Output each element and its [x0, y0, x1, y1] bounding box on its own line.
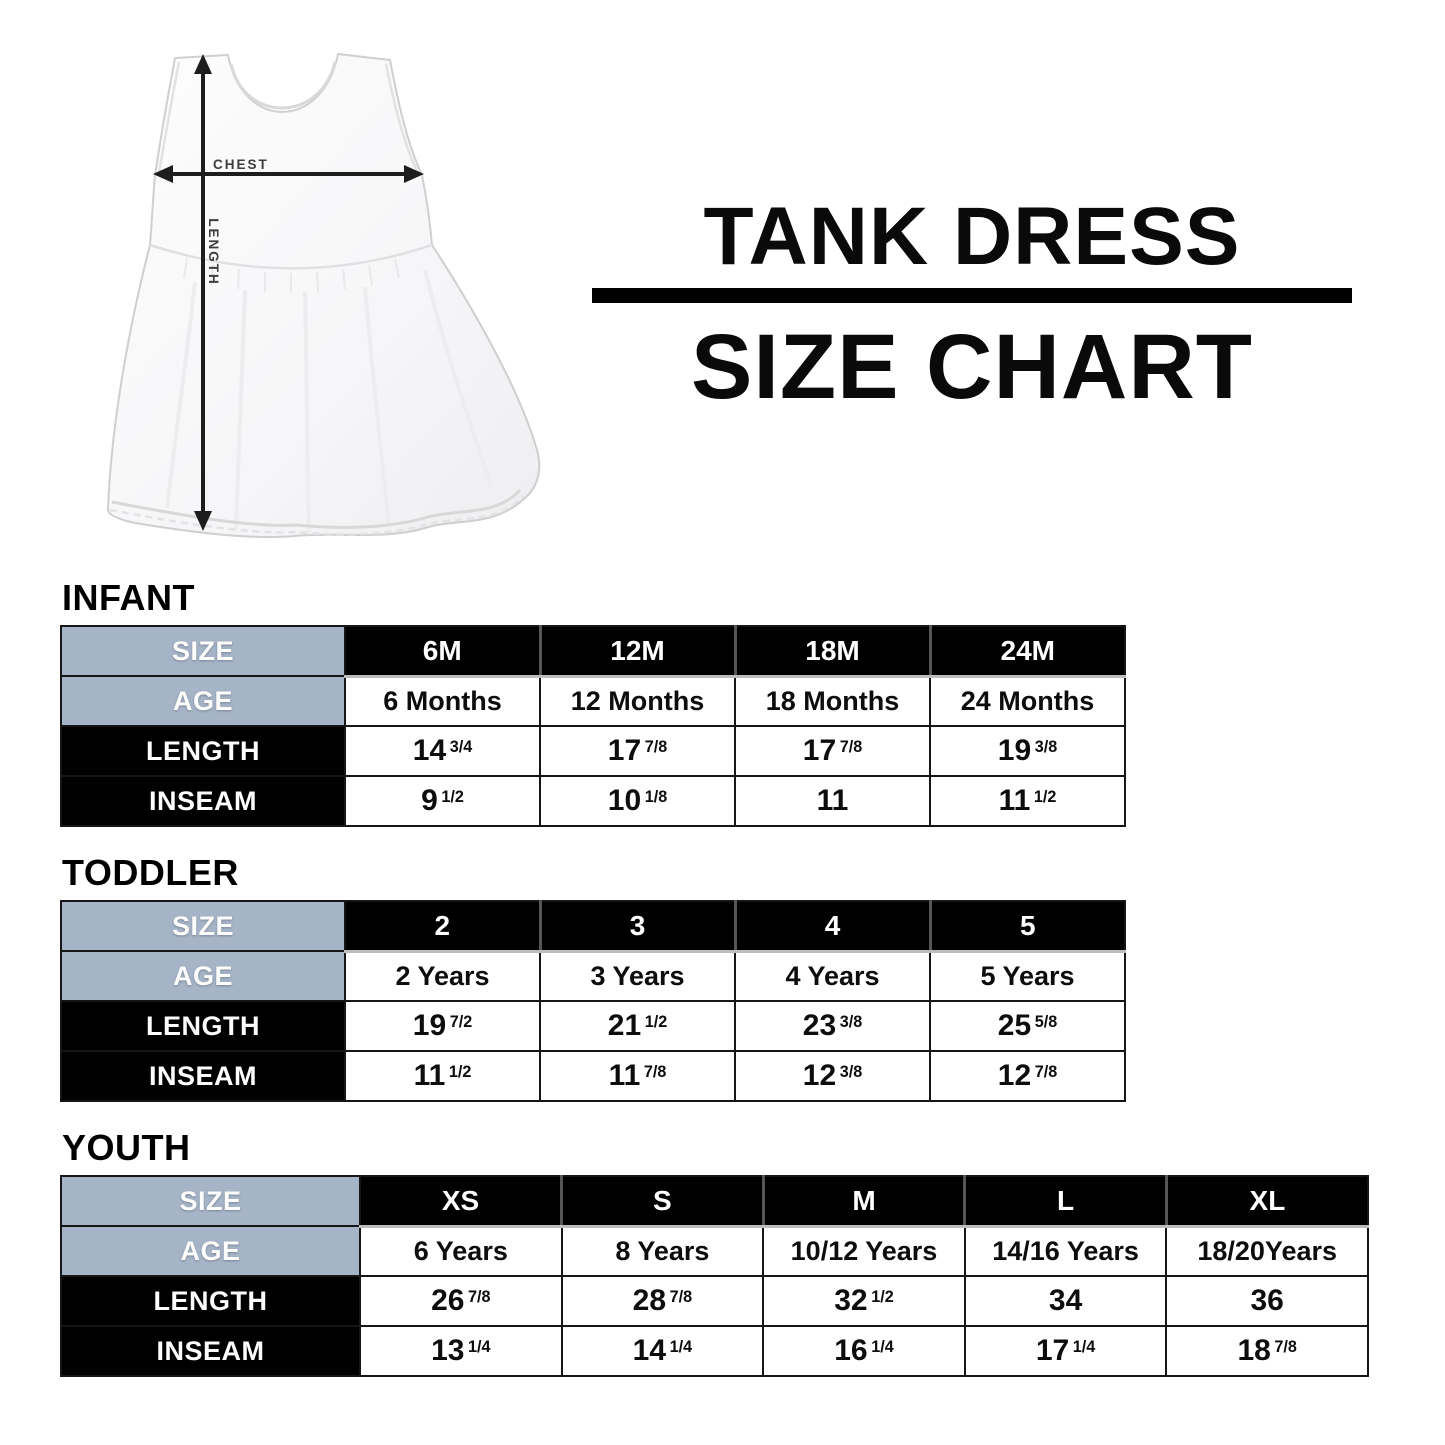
infant-heading: INFANT [62, 577, 195, 618]
measure-fraction: 1/4 [669, 1337, 693, 1356]
measure-fraction: 7/2 [449, 1012, 473, 1031]
age-value-cell: 18 Months [735, 676, 930, 726]
length-value-cell [763, 1276, 965, 1326]
inseam-value-cell [540, 1051, 735, 1101]
age-row [61, 951, 1125, 1001]
length-value-cell [562, 1276, 764, 1326]
measure-fraction: 3/8 [839, 1012, 863, 1031]
youth-heading: YOUTH [62, 1127, 191, 1168]
dress-measurement-figure [95, 40, 550, 545]
measure-number: 12 [997, 1059, 1032, 1092]
inseam-value-cell [930, 776, 1125, 826]
measure-number: 19 [997, 734, 1032, 767]
age-value-cell: 14/16 Years [965, 1226, 1167, 1276]
size-value-cell: 12M [540, 626, 735, 676]
age-value-cell: 6 Years [360, 1226, 562, 1276]
measure-number: 17 [1035, 1334, 1070, 1367]
size-value-cell: S [562, 1176, 764, 1226]
row-label-inseam: INSEAM [61, 776, 345, 826]
infant-size-table [60, 625, 1126, 827]
size-row [61, 1176, 1368, 1226]
measure-number: 11 [998, 784, 1031, 817]
section-infant [60, 577, 1126, 827]
measure-fraction: 1/2 [441, 787, 464, 806]
measure-number: 25 [997, 1009, 1032, 1042]
youth-size-table [60, 1175, 1369, 1377]
measure-fraction: 7/8 [669, 1287, 693, 1306]
measure-fraction: 1/2 [871, 1287, 894, 1306]
length-label: LENGTH [206, 218, 221, 286]
measure-fraction: 1/8 [644, 787, 668, 806]
measure-fraction: 5/8 [1034, 1012, 1058, 1031]
inseam-value-cell [345, 776, 540, 826]
measure-fraction: 7/8 [1034, 1062, 1058, 1081]
measure-fraction: 7/8 [1274, 1337, 1297, 1356]
length-value-cell [965, 1276, 1167, 1326]
measure-number: 13 [431, 1334, 465, 1367]
row-label-inseam: INSEAM [61, 1051, 345, 1101]
length-row [61, 1276, 1368, 1326]
measure-number: 19 [412, 1009, 447, 1042]
inseam-value-cell [562, 1326, 764, 1376]
title-block [592, 191, 1352, 418]
row-label-size: SIZE [61, 1176, 360, 1226]
size-value-cell: 24M [930, 626, 1125, 676]
age-value-cell: 2 Years [345, 951, 540, 1001]
measure-number: 11 [816, 784, 849, 817]
measure-fraction: 1/2 [644, 1012, 668, 1031]
age-value-cell: 10/12 Years [763, 1226, 965, 1276]
measure-number: 14 [632, 1334, 667, 1367]
size-value-cell: 4 [735, 901, 930, 951]
measure-number: 36 [1250, 1284, 1284, 1317]
row-label-length: LENGTH [61, 1001, 345, 1051]
row-label-age: AGE [61, 676, 345, 726]
inseam-row [61, 1051, 1125, 1101]
measure-number: 12 [802, 1059, 837, 1092]
measure-fraction: 1/4 [468, 1337, 491, 1356]
measure-number: 9 [421, 784, 438, 817]
size-row [61, 901, 1125, 951]
length-value-cell [345, 1001, 540, 1051]
length-value-cell [345, 726, 540, 776]
measure-number: 11 [608, 1059, 641, 1092]
length-row [61, 1001, 1125, 1051]
size-value-cell: XS [360, 1176, 562, 1226]
length-value-cell [930, 1001, 1125, 1051]
page-subtitle: SIZE CHART [691, 316, 1253, 418]
length-value-cell [735, 726, 930, 776]
row-label-length: LENGTH [61, 726, 345, 776]
size-value-cell: XL [1166, 1176, 1368, 1226]
measure-fraction: 7/8 [468, 1287, 491, 1306]
measure-fraction: 7/8 [644, 737, 668, 756]
toddler-heading: TODDLER [62, 852, 239, 893]
measure-fraction: 7/8 [839, 737, 863, 756]
length-row [61, 726, 1125, 776]
tank-dress-illustration [95, 40, 550, 545]
measure-number: 28 [632, 1284, 667, 1317]
measure-number: 32 [834, 1284, 868, 1317]
size-value-cell: 5 [930, 901, 1125, 951]
inseam-value-cell [930, 1051, 1125, 1101]
age-row [61, 1226, 1368, 1276]
length-value-cell [735, 1001, 930, 1051]
length-value-cell [930, 726, 1125, 776]
size-value-cell: M [763, 1176, 965, 1226]
size-value-cell: 6M [345, 626, 540, 676]
size-value-cell: 18M [735, 626, 930, 676]
measure-fraction: 7/8 [643, 1062, 667, 1081]
measure-fraction: 1/2 [448, 1062, 472, 1081]
age-value-cell: 8 Years [562, 1226, 764, 1276]
age-value-cell: 12 Months [540, 676, 735, 726]
size-value-cell: L [965, 1176, 1167, 1226]
age-value-cell: 6 Months [345, 676, 540, 726]
inseam-value-cell [360, 1326, 562, 1376]
measure-number: 34 [1048, 1284, 1083, 1317]
measure-number: 16 [834, 1334, 868, 1367]
length-value-cell [1166, 1276, 1368, 1326]
measure-fraction: 3/8 [839, 1062, 863, 1081]
measure-fraction: 3/8 [1034, 737, 1058, 756]
inseam-value-cell [540, 776, 735, 826]
measure-number: 23 [802, 1009, 837, 1042]
age-value-cell: 18/20Years [1166, 1226, 1368, 1276]
row-label-size: SIZE [61, 626, 345, 676]
row-label-age: AGE [61, 951, 345, 1001]
product-title: TANK DRESS [703, 191, 1241, 282]
measure-number: 21 [607, 1009, 642, 1042]
length-value-cell [360, 1276, 562, 1326]
age-value-cell: 3 Years [540, 951, 735, 1001]
size-value-cell: 3 [540, 901, 735, 951]
section-toddler [60, 852, 1126, 1102]
measure-fraction: 1/4 [871, 1337, 894, 1356]
inseam-value-cell [763, 1326, 965, 1376]
row-label-length: LENGTH [61, 1276, 360, 1326]
row-label-age: AGE [61, 1226, 360, 1276]
measure-fraction: 1/2 [1033, 787, 1057, 806]
section-youth [60, 1127, 1369, 1377]
size-row [61, 626, 1125, 676]
measure-number: 17 [607, 734, 642, 767]
length-value-cell [540, 1001, 735, 1051]
chest-label: CHEST [213, 157, 269, 172]
measure-number: 26 [431, 1284, 465, 1317]
measure-number: 14 [412, 734, 447, 767]
inseam-value-cell [965, 1326, 1167, 1376]
inseam-value-cell [735, 776, 930, 826]
measure-number: 17 [802, 734, 837, 767]
row-label-inseam: INSEAM [61, 1326, 360, 1376]
length-value-cell [540, 726, 735, 776]
title-divider [592, 288, 1352, 303]
age-value-cell: 4 Years [735, 951, 930, 1001]
measure-number: 18 [1237, 1334, 1271, 1367]
measure-fraction: 3/4 [449, 737, 473, 756]
inseam-row [61, 1326, 1368, 1376]
measure-fraction: 1/4 [1072, 1337, 1096, 1356]
measure-number: 11 [413, 1059, 446, 1092]
age-value-cell: 5 Years [930, 951, 1125, 1001]
inseam-value-cell [735, 1051, 930, 1101]
inseam-row [61, 776, 1125, 826]
age-row [61, 676, 1125, 726]
row-label-size: SIZE [61, 901, 345, 951]
inseam-value-cell [345, 1051, 540, 1101]
size-value-cell: 2 [345, 901, 540, 951]
age-value-cell: 24 Months [930, 676, 1125, 726]
measure-number: 10 [607, 784, 642, 817]
inseam-value-cell [1166, 1326, 1368, 1376]
toddler-size-table [60, 900, 1126, 1102]
